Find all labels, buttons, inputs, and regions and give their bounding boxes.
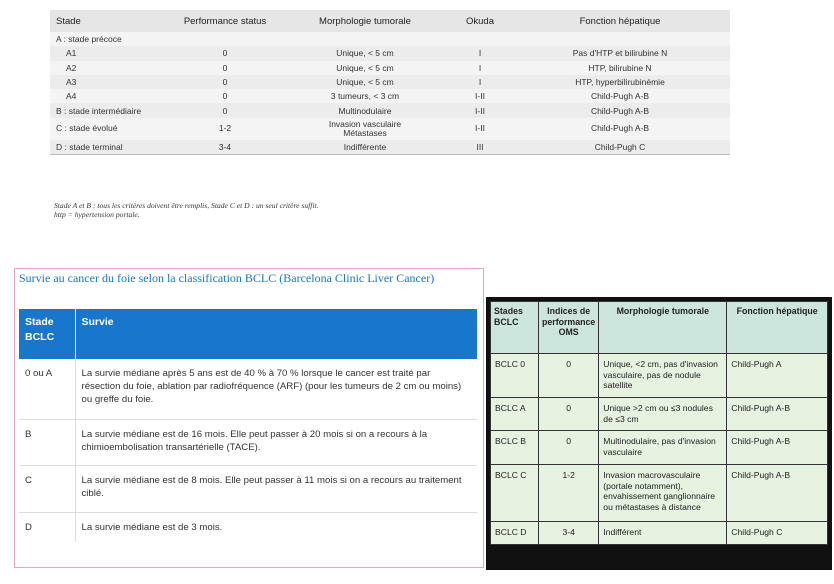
cell-stade: BCLC 0 [491, 354, 539, 398]
header-stade: Stade [50, 10, 170, 32]
cell-morph: Unique, < 5 cm [280, 75, 450, 89]
group-label: A : stade précoce [50, 32, 730, 46]
staging-table [50, 10, 730, 155]
header-indices-performance: Indices de performance OMS [539, 302, 599, 354]
cell-stade: D [19, 512, 75, 542]
table-row [19, 465, 477, 512]
cell-perf: 0 [170, 89, 280, 103]
cell-morph: Unique >2 cm ou ≤3 nodules de ≤3 cm [599, 398, 727, 431]
header-okuda: Okuda [450, 10, 510, 32]
cell-okuda: I-II [450, 118, 510, 140]
footnote-line-1: Stade A et B : tous les critères doivent être remplis, Stade C et D : un seul critère suffit. [54, 201, 319, 210]
table-row-group-a [50, 32, 730, 46]
cell-morph-line2: Métastases [343, 127, 387, 138]
cell-stade: BCLC C [491, 465, 539, 522]
header-performance-status: Performance status [170, 10, 280, 32]
cell-morph: Multinodulaire, pas d'invasion vasculaire [599, 431, 727, 465]
table-row [50, 89, 730, 103]
table-row [19, 419, 477, 465]
cell-perf: 0 [539, 354, 599, 398]
bclc-criteria-table [490, 301, 828, 545]
table-row [491, 465, 828, 522]
cell-stade: B [19, 419, 75, 465]
bclc-criteria-panel [486, 297, 832, 570]
table-row [491, 398, 828, 431]
cell-perf: 1-2 [539, 465, 599, 522]
cell-stade: A3 [50, 75, 170, 89]
cell-fonction: Child-Pugh A-B [510, 89, 730, 103]
cell-perf: 3-4 [170, 140, 280, 154]
cell-okuda: I [450, 46, 510, 60]
cell-stade: A1 [50, 46, 170, 60]
cell-morph: Multinodulaire [280, 103, 450, 117]
table-footnote [54, 201, 319, 219]
cell-stade: BCLC A [491, 398, 539, 431]
cell-stade: B : stade intermédiaire [50, 103, 170, 117]
table-row [50, 103, 730, 117]
cell-okuda: I [450, 61, 510, 75]
cell-morph: Invasion macrovasculaire (portale notamment), envahissement ganglionnaire ou métastases à distance [599, 465, 727, 522]
cell-survie: La survie médiane est de 3 mois. [81, 521, 223, 533]
survival-title: Survie au cancer du foie selon la classification BCLC (Barcelona Clinic Liver Cancer) [19, 271, 435, 285]
table-row [50, 140, 730, 154]
cell-perf: 0 [170, 103, 280, 117]
table-row [50, 61, 730, 75]
header-morphologie: Morphologie tumorale [280, 10, 450, 32]
header-survie: Survie [75, 309, 477, 359]
cell-stade: C : stade évolué [50, 118, 170, 140]
header-morphologie: Morphologie tumorale [599, 302, 727, 354]
cell-morph-line1: Invasion vasculaire [328, 118, 402, 129]
cell-fonction: Child-Pugh C [510, 140, 730, 154]
cell-morph: Indifférent [599, 522, 727, 545]
cell-fonction: Child-Pugh A-B [510, 103, 730, 117]
cell-okuda: I [450, 75, 510, 89]
cell-perf: 0 [539, 431, 599, 465]
header-fonction-hepatique: Fonction hépatique [510, 10, 730, 32]
cell-perf: 0 [170, 46, 280, 60]
cell-morph: Unique, < 5 cm [280, 46, 450, 60]
header-stade-bclc: Stade BCLC [19, 309, 75, 359]
cell-perf: 3-4 [539, 522, 599, 545]
table-row [19, 359, 477, 419]
cell-stade: A2 [50, 61, 170, 75]
survival-panel [14, 268, 484, 568]
cell-perf: 0 [170, 61, 280, 75]
table-header-row [491, 302, 828, 354]
cell-perf: 0 [539, 398, 599, 431]
bclc-staging-table-top [40, 6, 730, 228]
survival-table [19, 309, 477, 542]
cell-morph: Unique, <2 cm, pas d'invasion vasculaire, pas de nodule satellite [599, 354, 727, 398]
cell-fonction: Child-Pugh A-B [727, 398, 828, 431]
cell-okuda: I-II [450, 103, 510, 117]
cell-survie: La survie médiane après 5 ans est de 40 % à 70 % lorsque le cancer est traité par résection du foie, ablation par radiofréquence (ARF) (pour les tumeurs de 2 cm ou moins) ou greffe du foie. [75, 359, 477, 419]
cell-fonction: Child-Pugh C [727, 522, 828, 545]
table-header-row [19, 309, 477, 359]
cell-fonction: Pas d'HTP et bilirubine N [510, 46, 730, 60]
table-row [50, 46, 730, 60]
table-row [491, 354, 828, 398]
cell-stade: D : stade terminal [50, 140, 170, 154]
table-row [50, 75, 730, 89]
cell-perf: 1-2 [170, 118, 280, 140]
cell-survie: La survie médiane est de 16 mois. Elle peut passer à 20 mois si on a recours à la chimioembolisation transartérielle (TACE). [75, 419, 477, 465]
header-stades-bclc: Stades BCLC [491, 302, 539, 354]
footnote-line-2: http = hypertension portale. [54, 210, 140, 219]
cell-okuda: III [450, 140, 510, 154]
cell-fonction: HTP, hyperbilirubinémie [510, 75, 730, 89]
cell-fonction: Child-Pugh A-B [727, 465, 828, 522]
cell-fonction: Child-Pugh A-B [510, 118, 730, 140]
table-row [50, 118, 730, 140]
cell-stade: BCLC B [491, 431, 539, 465]
cell-stade: A4 [50, 89, 170, 103]
table-row [491, 522, 828, 545]
cell-stade: BCLC D [491, 522, 539, 545]
cell-fonction: HTP, bilirubine N [510, 61, 730, 75]
cell-fonction: Child-Pugh A [727, 354, 828, 398]
cell-morph: Indifférente [280, 140, 450, 154]
cell-survie: La survie médiane est de 8 mois. Elle peut passer à 11 mois si on a recours au traitement ciblé. [75, 465, 477, 512]
cell-morph [280, 118, 450, 140]
table-header-row [50, 10, 730, 32]
cell-morph: Unique, < 5 cm [280, 61, 450, 75]
cell-morph: 3 tumeurs, < 3 cm [280, 89, 450, 103]
cell-fonction: Child-Pugh A-B [727, 431, 828, 465]
cell-stade: C [19, 465, 75, 512]
cell-okuda: I-II [450, 89, 510, 103]
cell-perf: 0 [170, 75, 280, 89]
header-fonction-hepatique: Fonction hépatique [727, 302, 828, 354]
table-row [491, 431, 828, 465]
table-row [19, 512, 477, 542]
cell-stade: 0 ou A [19, 359, 75, 419]
